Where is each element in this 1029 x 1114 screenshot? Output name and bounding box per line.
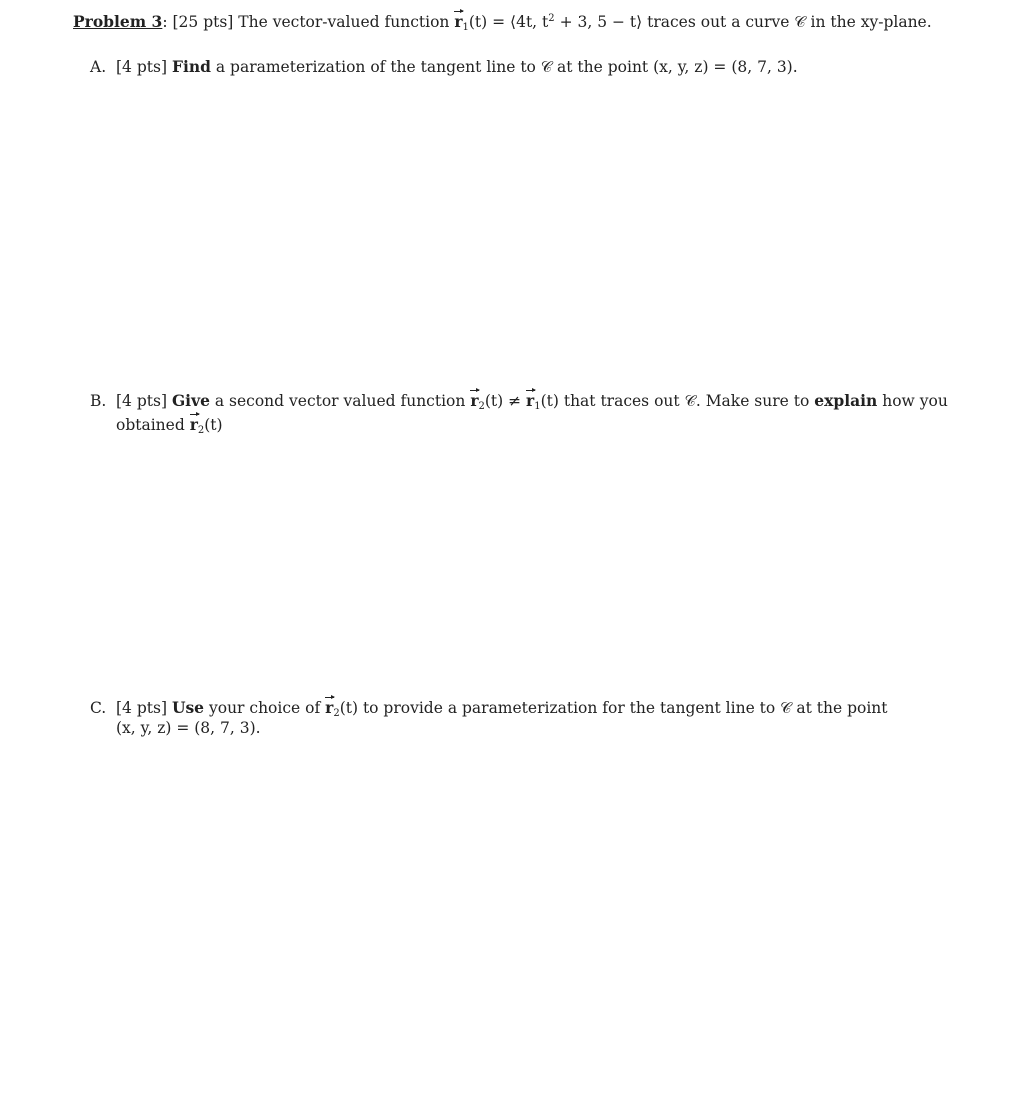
part-b-text3: how you: [882, 392, 948, 410]
problem-points: [25 pts]: [172, 13, 234, 31]
part-a: [90, 57, 798, 77]
vector-r2-symbol-c: r: [325, 698, 334, 717]
part-b-points: [4 pts]: [116, 392, 167, 410]
part-c-letter: C.: [90, 699, 107, 717]
vector-r2-subscript-b2: 2: [197, 425, 205, 436]
part-b-verb: Give: [171, 391, 210, 410]
part-c-points: [4 pts]: [116, 699, 167, 717]
part-b-line2-prefix: obtained: [116, 416, 185, 434]
function-definition: (t) = ⟨4t, t: [468, 13, 549, 31]
part-a-text: a parameterization of the tangent line to 𝒞 at the point (x, y, z) = (8, 7, 3).: [215, 58, 798, 76]
problem-intro: The vector-valued function: [238, 13, 450, 31]
part-b-line2: [116, 413, 223, 438]
part-c-line2: [116, 718, 261, 738]
function-definition-rest: + 3, 5 − t⟩: [554, 13, 643, 31]
exponent: 2: [548, 13, 555, 24]
part-a-letter: A.: [90, 58, 107, 76]
problem-header: Problem 3: [25 pts] The vector-valued function r1(t) = ⟨4t, $t^2 + 3$, 5 − t⟩ traces out a curve 𝒞 in the xy-plane.: [73, 12, 932, 33]
problem-label: Problem 3: [73, 12, 163, 31]
problem-intro-tail: traces out a curve 𝒞 in the xy-plane.: [647, 13, 932, 31]
part-c-text1: your choice of: [208, 699, 321, 717]
part-c-verb: Use: [171, 698, 205, 717]
part-a-points: [4 pts]: [116, 58, 167, 76]
vector-r2-symbol: r: [470, 391, 479, 410]
part-c-text2: (t) to provide a parameterization for the tangent line to 𝒞 at the point: [339, 699, 888, 717]
vector-r1-subscript-b: 1: [534, 401, 541, 412]
vector-r1-symbol: r: [454, 12, 463, 31]
not-equal-text: (t) ≠: [484, 392, 522, 410]
part-a-verb: Find: [171, 57, 211, 76]
part-b-text1: a second vector valued function: [214, 392, 466, 410]
part-b-line2-arg: (t): [204, 416, 223, 434]
part-b-line1: [90, 389, 948, 414]
vector-r2-subscript: 2: [478, 401, 485, 412]
vector-r1-symbol-b: r: [526, 391, 535, 410]
part-b-verb2: explain: [814, 391, 878, 410]
vector-r2-subscript-c: 2: [333, 708, 340, 719]
part-b-letter: B.: [90, 392, 107, 410]
part-c-line2-text: (x, y, z) = (8, 7, 3).: [116, 719, 261, 737]
vector-r1-subscript: 1: [462, 22, 469, 33]
part-b-text2: (t) that traces out 𝒞. Make sure to: [540, 392, 810, 410]
vector-r2-symbol-b2: r: [189, 415, 198, 434]
